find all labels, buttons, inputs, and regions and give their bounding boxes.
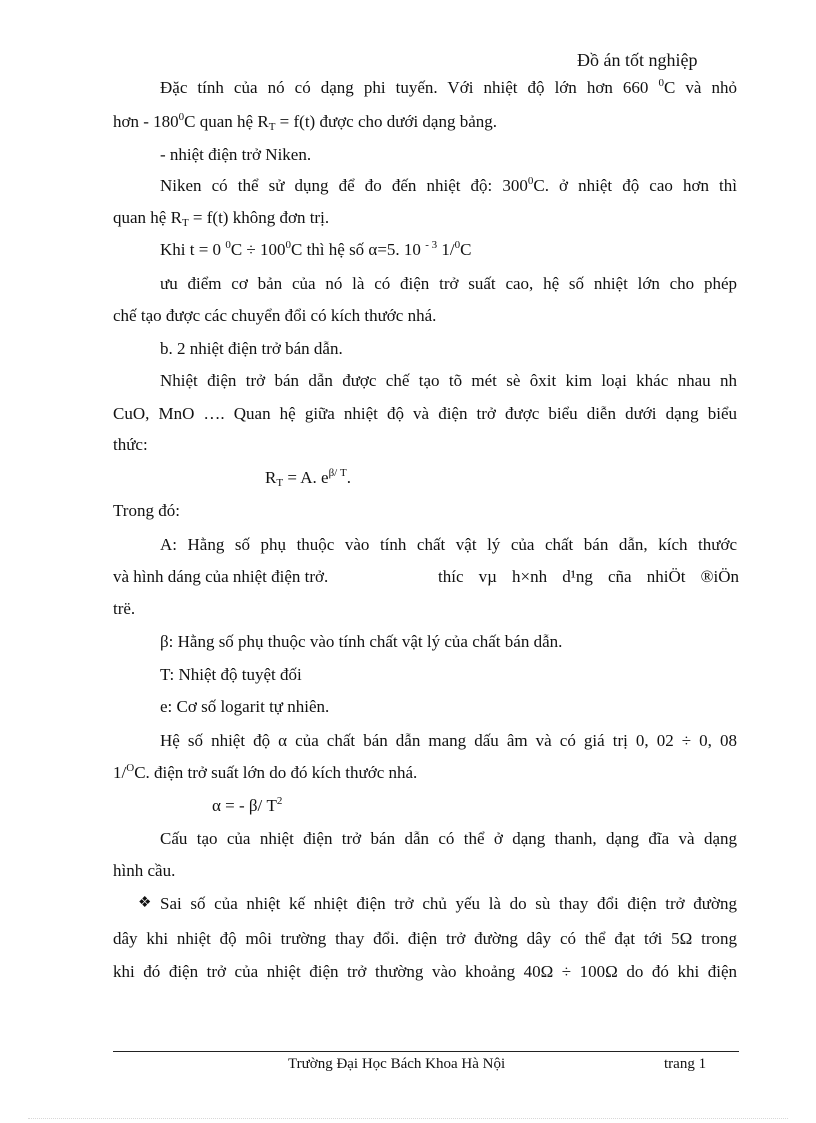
- text-line: chế tạo được các chuyển đổi có kích thước nhá.: [113, 306, 437, 325]
- formula-alpha: α = - β/ $T^2$: [212, 795, 283, 815]
- text-line: thức:: [113, 435, 148, 454]
- footer-rule: [113, 1051, 739, 1052]
- text-line: hình cầu.: [113, 861, 176, 880]
- text-line: Sai số của nhiệt kế nhiệt điện trở chủ yếu là do sù thay đổi điện trở đường: [160, 894, 737, 913]
- text-line: Đặc tính của nó có dạng phi tuyến. Với nhiệt độ lớn hơn 660 $^0$C và nhỏ: [160, 77, 737, 97]
- text-line: - nhiệt điện trở Niken.: [160, 145, 312, 164]
- text-line: quan hệ $R_T = f(t)$ không đơn trị.: [113, 208, 330, 229]
- header-title: Đồ án tốt nghiệp: [577, 50, 698, 70]
- formula-rt: $R_T = A$. $e^{\beta/ T}$.: [265, 467, 351, 489]
- diamond-bullet-icon: ❖: [138, 895, 152, 911]
- text-line: dây khi nhiệt độ môi trường thay đổi. điện trở đường dây có thể đạt tới 5Ω trong: [113, 929, 737, 948]
- text-line: ưu điểm cơ bản của nó là có điện trở suất cao, hệ số nhiệt lớn cho phép: [160, 274, 737, 293]
- footer-school: Trường Đại Học Bách Khoa Hà Nội: [288, 1056, 506, 1072]
- text-line: khi đó điện trở của nhiệt điện trở thường vào khoảng 40Ω ÷ 100Ω do đó khi điện: [113, 962, 737, 981]
- text-line: Cấu tạo của nhiệt điện trở bán dẫn có thể ở dạng thanh, dạng đĩa và dạng: [160, 829, 737, 848]
- page-boundary: [28, 1118, 788, 1119]
- text-line: b. 2 nhiệt điện trở bán dẫn.: [160, 339, 343, 358]
- text-line: Trong đó:: [113, 501, 180, 520]
- text-line: Niken có thể sử dụng để đo đến nhiệt độ: $300^0C$. ở nhiệt độ cao hơn thì: [160, 175, 737, 195]
- text-line: và hình dáng của nhiệt điện trở.: [113, 567, 329, 586]
- garbled-text: thíc vµ h×nh d¹ng cña nhiÖt ®iÖn: [438, 567, 739, 586]
- text-line: T: Nhiệt độ tuyệt đối: [160, 665, 302, 684]
- text-line: Khi t = 0 $^0C \div 100^0C$ thì hệ số α=5. 10 $^{- 3}$ 1/$^0$C: [160, 239, 472, 259]
- text-line: CuO, MnO …. Quan hệ giữa nhiệt độ và điện trở được biểu diễn dưới dạng biểu: [113, 404, 737, 423]
- text-line: Nhiệt điện trở bán dẫn được chế tạo tõ mét sè ôxit kim loại khác nhau nh: [160, 371, 737, 390]
- text-line: β: Hằng số phụ thuộc vào tính chất vật lý của chất bán dẫn.: [160, 632, 563, 651]
- page-number: trang 1: [664, 1056, 707, 1072]
- text-line: 1/$^O$C. điện trở suất lớn do đó kích thước nhá.: [113, 762, 418, 782]
- text-line: A: Hằng số phụ thuộc vào tính chất vật lý của chất bán dẫn, kích thước: [160, 535, 737, 554]
- text-line: trë.: [113, 599, 136, 618]
- text-line: hơn - $180^0C$ quan hệ $R_T = f(t)$ được cho dưới dạng bảng.: [113, 111, 498, 133]
- text-line: Hệ số nhiệt độ α của chất bán dẫn mang dấu âm và có giá trị 0, 02 ÷ 0, 08: [160, 731, 737, 750]
- text-line: e: Cơ số logarit tự nhiên.: [160, 697, 330, 716]
